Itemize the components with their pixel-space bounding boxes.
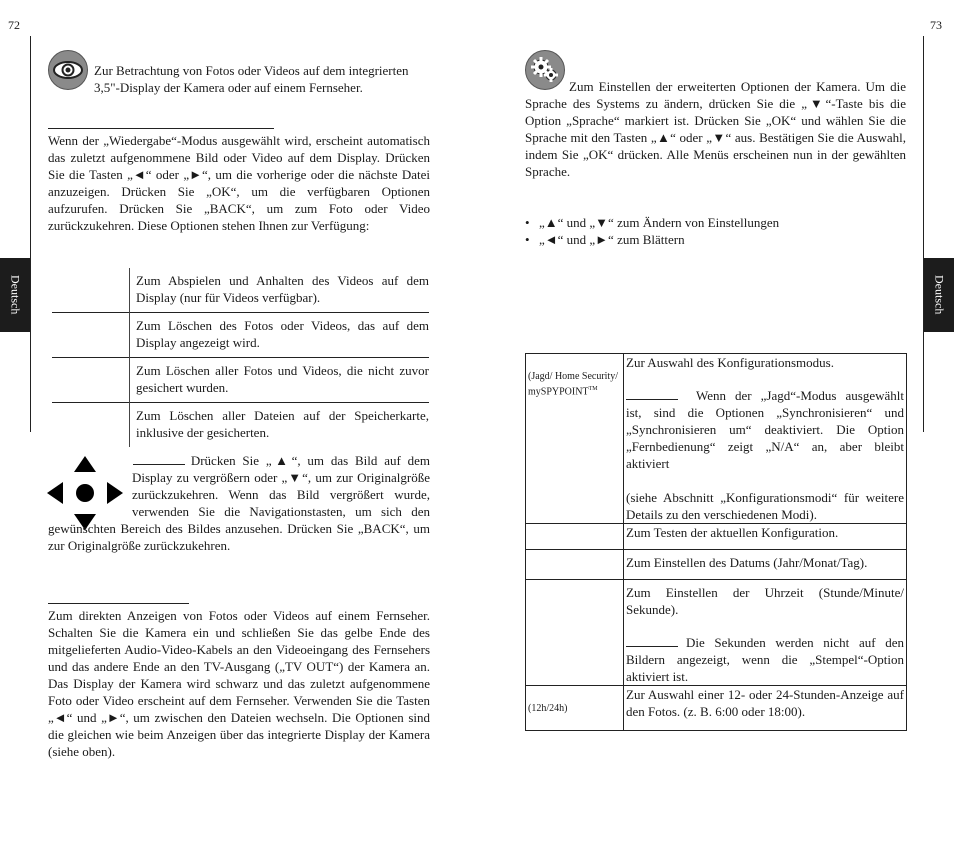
playback-paragraph: Wenn der „Wiedergabe“-Modus ausgewählt wird, erscheint automatisch das zuletzt aufgenommene Bild oder Video auf dem Display. Drücken Sie die Tasten „◄“ oder „►“, um die vorherige oder die nächste Datei anzuzeigen. Drücken Sie „OK“, um die verfügbaren Optionen aufzurufen. Drücken Sie „BACK“, um zum Foto oder Video zurückzukehren. Diese Optionen stehen Ihnen zur Verfügung: <box>48 133 430 233</box>
heading-underline-playback <box>48 128 274 129</box>
language-tab-right <box>924 258 954 332</box>
page-number-left: 72 <box>8 18 20 32</box>
option-description: Zum Löschen aller Dateien auf der Speicherkarte, inklusive der gesicherten. <box>130 403 430 448</box>
margin-line-left <box>30 36 31 432</box>
language-tab-label: Deutsch <box>8 275 23 315</box>
zoom-icon-spacer <box>48 452 132 520</box>
setting-key-cell <box>526 580 624 686</box>
table-row <box>52 358 429 403</box>
setting-description: Zum Einstellen der Uhrzeit (Stunde/Minute/ Sekunde). Die Sekunden werden nicht auf den Bildern angezeigt, wenn die „Stempel“-Option aktiviert ist. <box>624 580 907 686</box>
note-label-blank <box>626 388 678 400</box>
list-item: • „▲“ und „▼“ zum Ändern von Einstellungen <box>525 214 905 231</box>
margin-line-right <box>923 36 924 432</box>
settings-intro: Zum Einstellen der erweiterten Optionen der Kamera. Um die Sprache des Systems zu ändern, drücken Sie die „▼“-Taste bis die Option „Sprache“ markiert ist. Drücken Sie „OK“ und wählen Sie die Sprache mit den Tasten „▲“ oder „▼“ aus. Bestätigen Sie die Auswahl, indem Sie „OK“ drücken. Alle Menüs erscheinen nun in der gewählten Sprache. <box>525 79 906 179</box>
zoom-note-text: Drücken Sie „▲“, um das Bild auf dem Display zu vergrößern oder „▼“, um zur Originalgröße zurückzukehren. Wenn das Bild vergrößert wurde, verwenden Sie die Navigationstasten, um sich den gewünschten Bereich des Bildes anzusehen. Drücken Sie „BACK“, um zur Originalgröße zurückzukehren. <box>48 453 431 553</box>
note-label-blank <box>626 635 678 647</box>
table-row <box>526 354 907 524</box>
page-number-right: 73 <box>930 18 942 32</box>
option-key-cell <box>52 403 130 448</box>
table-row <box>52 268 429 313</box>
option-description: Zum Abspielen und Anhalten des Videos auf dem Display (nur für Videos verfügbar). <box>136 273 429 305</box>
table-row <box>526 580 907 686</box>
option-key-cell <box>52 358 130 403</box>
table-row <box>52 403 429 448</box>
setting-key-cell <box>526 524 624 550</box>
table-row <box>526 524 907 550</box>
setting-description: Zum Einstellen des Datums (Jahr/Monat/Tag). <box>624 550 907 580</box>
language-tab-left <box>0 258 30 332</box>
setting-description: Zur Auswahl des Konfigurationsmodus. Wenn der „Jagd“-Modus ausgewählt ist, sind die Optionen „Synchronisieren“ und „Synchronisieren um“ deaktiviert. Die Option „Fernbedienung“ zeigt „N/A“ an, aber bleibt aktiviert (siehe Abschnitt „Konfigurationsmodi“ für weitere Details zu den verschiedenen Modi). <box>624 354 907 524</box>
setting-description: Zur Auswahl einer 12- oder 24-Stunden-Anzeige auf den Fotos. (z. B. 6:00 oder 18:00). <box>624 686 907 731</box>
table-row <box>52 313 429 358</box>
language-tab-label: Deutsch <box>932 275 947 315</box>
settings-table <box>525 353 907 731</box>
option-description: Zum Löschen aller Fotos und Videos, die nicht zuvor gesichert wurden. <box>130 358 430 403</box>
eye-icon <box>48 50 88 90</box>
tv-paragraph: Zum direkten Anzeigen von Fotos oder Videos auf einem Fernseher. Schalten Sie die Kamera ein und schließen Sie das gelbe Ende des mitgelieferten Audio-Video-Kabels an den Videoeingang des Fernsehers und das andere Ende an den TV-Ausgang („TV OUT“) der Kamera an. Das Display der Kamera wird schwarz und das zuletzt aufgenommene Foto oder Video erscheint auf dem Fernseher. Verwenden Sie die Tasten „◄“ und „►“, um zwischen den Dateien wechseln. Die Optionen sind die gleichen wie beim Anzeigen über das integrierte Display der Kamera (siehe oben). <box>48 608 430 759</box>
setting-description: Zum Testen der aktuellen Konfiguration. <box>624 524 907 550</box>
table-row <box>526 686 907 731</box>
playback-intro: Zur Betrachtung von Fotos oder Videos auf dem integrierten 3,5"-Display der Kamera oder auf einem Fernseher. <box>94 63 409 95</box>
list-item: • „◄“ und „►“ zum Blättern <box>525 231 905 248</box>
heading-underline-tv <box>48 603 189 604</box>
key-bullet-list <box>525 214 905 248</box>
option-description: Zum Löschen des Fotos oder Videos, das auf dem Display angezeigt wird. <box>130 313 430 358</box>
option-key-cell <box>52 268 130 313</box>
setting-key-cell: (12h/24h) <box>526 686 624 731</box>
playback-options-table <box>52 268 429 447</box>
option-key-cell <box>52 313 130 358</box>
setting-key-cell <box>526 550 624 580</box>
setting-key-cell: (Jagd/ Home Security/ mySPYPOINT™ <box>526 354 624 524</box>
table-row <box>526 550 907 580</box>
